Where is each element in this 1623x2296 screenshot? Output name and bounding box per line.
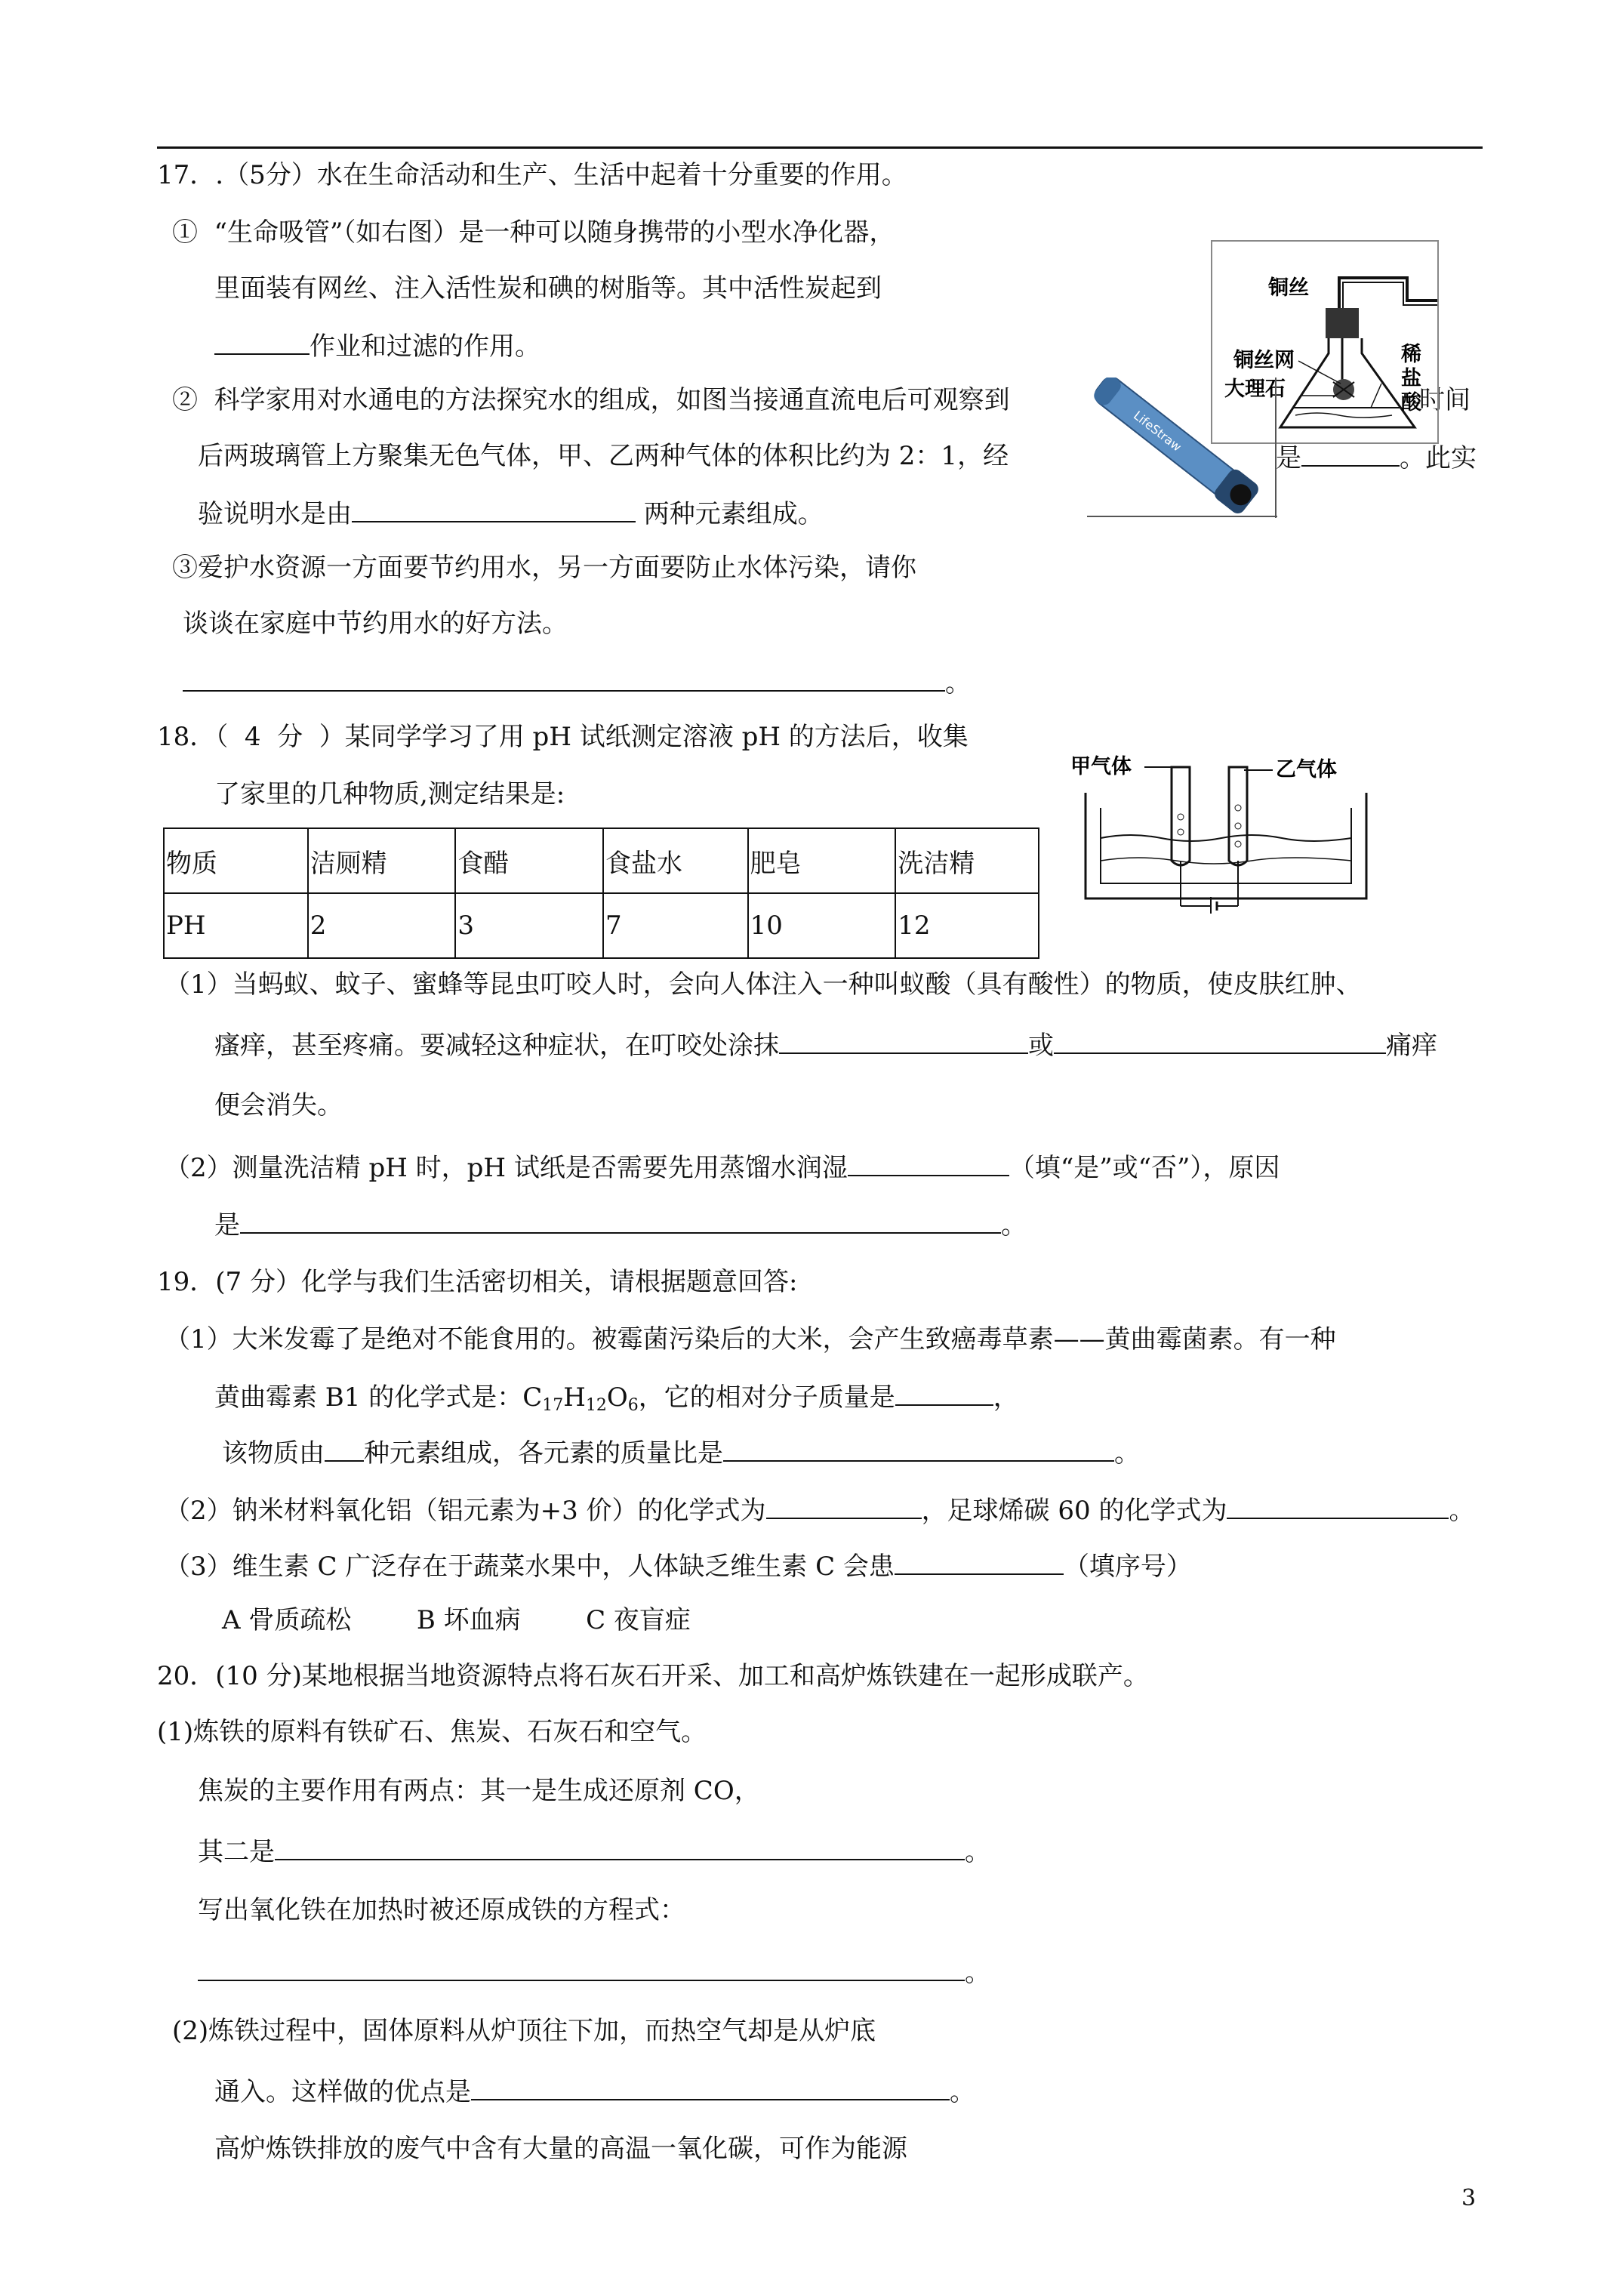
answer-blank[interactable]: [275, 1833, 965, 1860]
table-cell: 洁厕精: [308, 828, 456, 893]
q17-p2-line1: ② 科学家用对水通电的方法探究水的组成，如图当接通直流电后可观察到: [172, 385, 1010, 415]
answer-blank[interactable]: [766, 1492, 922, 1519]
flask-label-wire: 铜丝: [1268, 276, 1309, 300]
table-row: [164, 828, 1039, 893]
answer-blank[interactable]: [723, 1435, 1114, 1462]
q17-p2-line2: 后两玻璃管上方聚集无色气体，甲、乙两种气体的体积比约为 2：1，经: [198, 441, 1009, 471]
answer-blank[interactable]: [779, 1027, 1028, 1054]
flask-label-acid-2: 盐: [1401, 367, 1421, 390]
answer-blank[interactable]: [1054, 1027, 1386, 1054]
table-cell: 食盐水: [603, 828, 748, 893]
q20-s2-line1: (2)炼铁过程中，固体原料从炉顶往下加，而热空气却是从炉底: [172, 2016, 876, 2046]
answer-blank[interactable]: [183, 664, 945, 692]
q17-p3-line2: 谈谈在家庭中节约用水的好方法。: [183, 609, 568, 639]
flask-label-marble: 大理石: [1224, 378, 1286, 401]
q19-s1-line1: （1）大米发霉了是绝对不能食用的。被霉菌污染后的大米，会产生致癌毒草素——黄曲霉菌素。有一种: [165, 1324, 1336, 1354]
q18-s2-line2: 是 。: [214, 1207, 1027, 1242]
table-cell: 2: [308, 893, 456, 958]
table-cell: 食醋: [455, 828, 603, 893]
flask-label-mesh: 铜丝网: [1233, 349, 1295, 372]
table-cell: PH: [164, 893, 308, 958]
q20-s1-line4: 写出氧化铁在加热时被还原成铁的方程式：: [198, 1895, 685, 1925]
q20-title: 20．(10 分)某地根据当地资源特点将石灰石开采、加工和高炉炼铁建在一起形成联产。: [157, 1661, 1149, 1691]
header-rule: [157, 146, 1483, 149]
q18-line2: 了家里的几种物质,测定结果是:: [214, 779, 565, 809]
flask-label-acid-3: 酸: [1401, 391, 1421, 415]
flask-label-acid-1: 稀: [1401, 343, 1421, 366]
q18-title: 18．（ 4 分 ）某同学学习了用 pH 试纸测定溶液 pH 的方法后，收集: [157, 722, 969, 752]
q17-p3-line1: ③爱护水资源一方面要节约用水，另一方面要防止水体污染，请你: [172, 553, 916, 583]
electrolysis-figure: [1070, 747, 1386, 915]
q18-s1-line1: （1）当蚂蚁、蚊子、蜜蜂等昆虫叮咬人时，会向人体注入一种叫蚁酸（具有酸性）的物质，使皮肤红肿、: [165, 969, 1362, 1000]
q18-s1-line2: 瘙痒，甚至疼痛。要减轻这种症状，在叮咬处涂抹 或 痛痒: [214, 1027, 1437, 1062]
q17-p1-line2: 里面装有网丝、注入活性炭和碘的树脂等。其中活性炭起到: [214, 273, 882, 304]
table-cell: 物质: [164, 828, 308, 893]
q18-s1-line3: 便会消失。: [214, 1090, 343, 1120]
ph-table: [163, 827, 1039, 959]
answer-blank[interactable]: [240, 1207, 1001, 1234]
table-cell: 3: [455, 893, 603, 958]
q19-s1-line2: 黄曲霉素 B1 的化学式是：$C_{17}H_{12}O_6$，它的相对分子质量是 ，: [214, 1379, 1019, 1422]
electrolysis-label-b: 乙气体: [1276, 758, 1337, 781]
table-cell: 12: [895, 893, 1039, 958]
q17-p2-line3: 验说明水是由 两种元素组成。: [198, 495, 824, 531]
q17-title: 17．.（5分）水在生命活动和生产、生活中起着十分重要的作用。: [157, 160, 907, 190]
answer-blank[interactable]: [352, 495, 636, 522]
table-row: [164, 893, 1039, 958]
answer-blank[interactable]: [895, 1379, 993, 1406]
lifestraw-brand: LifeStraw: [1131, 408, 1184, 455]
q19-options: A 骨质疏松 B 坏血病 C 夜盲症: [222, 1605, 691, 1635]
q19-s2: （2）钠米材料氧化铝（铝元素为+3 价）的化学式为 ，足球烯碳 60 的化学式为 。: [165, 1492, 1474, 1527]
table-cell: 10: [748, 893, 896, 958]
q19-s1-line3: 该物质由 种元素组成，各元素的质量比是 。: [222, 1435, 1140, 1470]
q20-s1-line2: 焦炭的主要作用有两点：其一是生成还原剂 CO，: [198, 1776, 760, 1806]
answer-blank[interactable]: [325, 1435, 364, 1462]
answer-blank[interactable]: [471, 2073, 950, 2100]
answer-blank[interactable]: [848, 1149, 1009, 1176]
q17-p2-line2-b: 是 。此实: [1276, 439, 1477, 475]
q17-p3-line3: 。: [183, 664, 971, 700]
table-cell: 肥皂: [748, 828, 896, 893]
q20-s1-line5: 。: [198, 1954, 990, 1989]
q20-s2-line2: 通入。这样做的优点是 。: [214, 2073, 975, 2109]
q20-s2-line3: 高炉炼铁排放的废气中含有大量的高温一氧化碳，可作为能源: [214, 2134, 907, 2164]
lifestraw-figure: [1087, 378, 1277, 518]
answer-blank[interactable]: [198, 1954, 965, 1981]
q19-title: 19．(7 分）化学与我们生活密切相关，请根据题意回答:: [157, 1267, 798, 1297]
q20-s1-line3: 其二是 。: [198, 1833, 990, 1869]
q17-p1-line3: 作业和过滤的作用。: [214, 328, 540, 363]
answer-blank[interactable]: [895, 1548, 1064, 1575]
electrolysis-label-a: 甲气体: [1070, 755, 1132, 778]
table-cell: 洗洁精: [895, 828, 1039, 893]
q19-s3: （3）维生素 C 广泛存在于蔬菜水果中，人体缺乏维生素 C 会患 （填序号）: [165, 1548, 1192, 1583]
page-number: 3: [1461, 2185, 1477, 2211]
q18-s2-line1: （2）测量洗洁精 pH 时，pH 试纸是否需要先用蒸馏水润湿 （填“是”或“否”），原因: [165, 1149, 1280, 1185]
table-cell: 7: [603, 893, 748, 958]
q17-p1-line1: ① “生命吸管”（如右图）是一种可以随身携带的小型水净化器，: [172, 217, 895, 248]
q17-p2-line1-tail: 时间: [1419, 385, 1471, 415]
q20-s1-line1: (1)炼铁的原料有铁矿石、焦炭、石灰石和空气。: [157, 1717, 707, 1747]
answer-blank[interactable]: [214, 328, 310, 355]
answer-blank[interactable]: [1227, 1492, 1449, 1519]
